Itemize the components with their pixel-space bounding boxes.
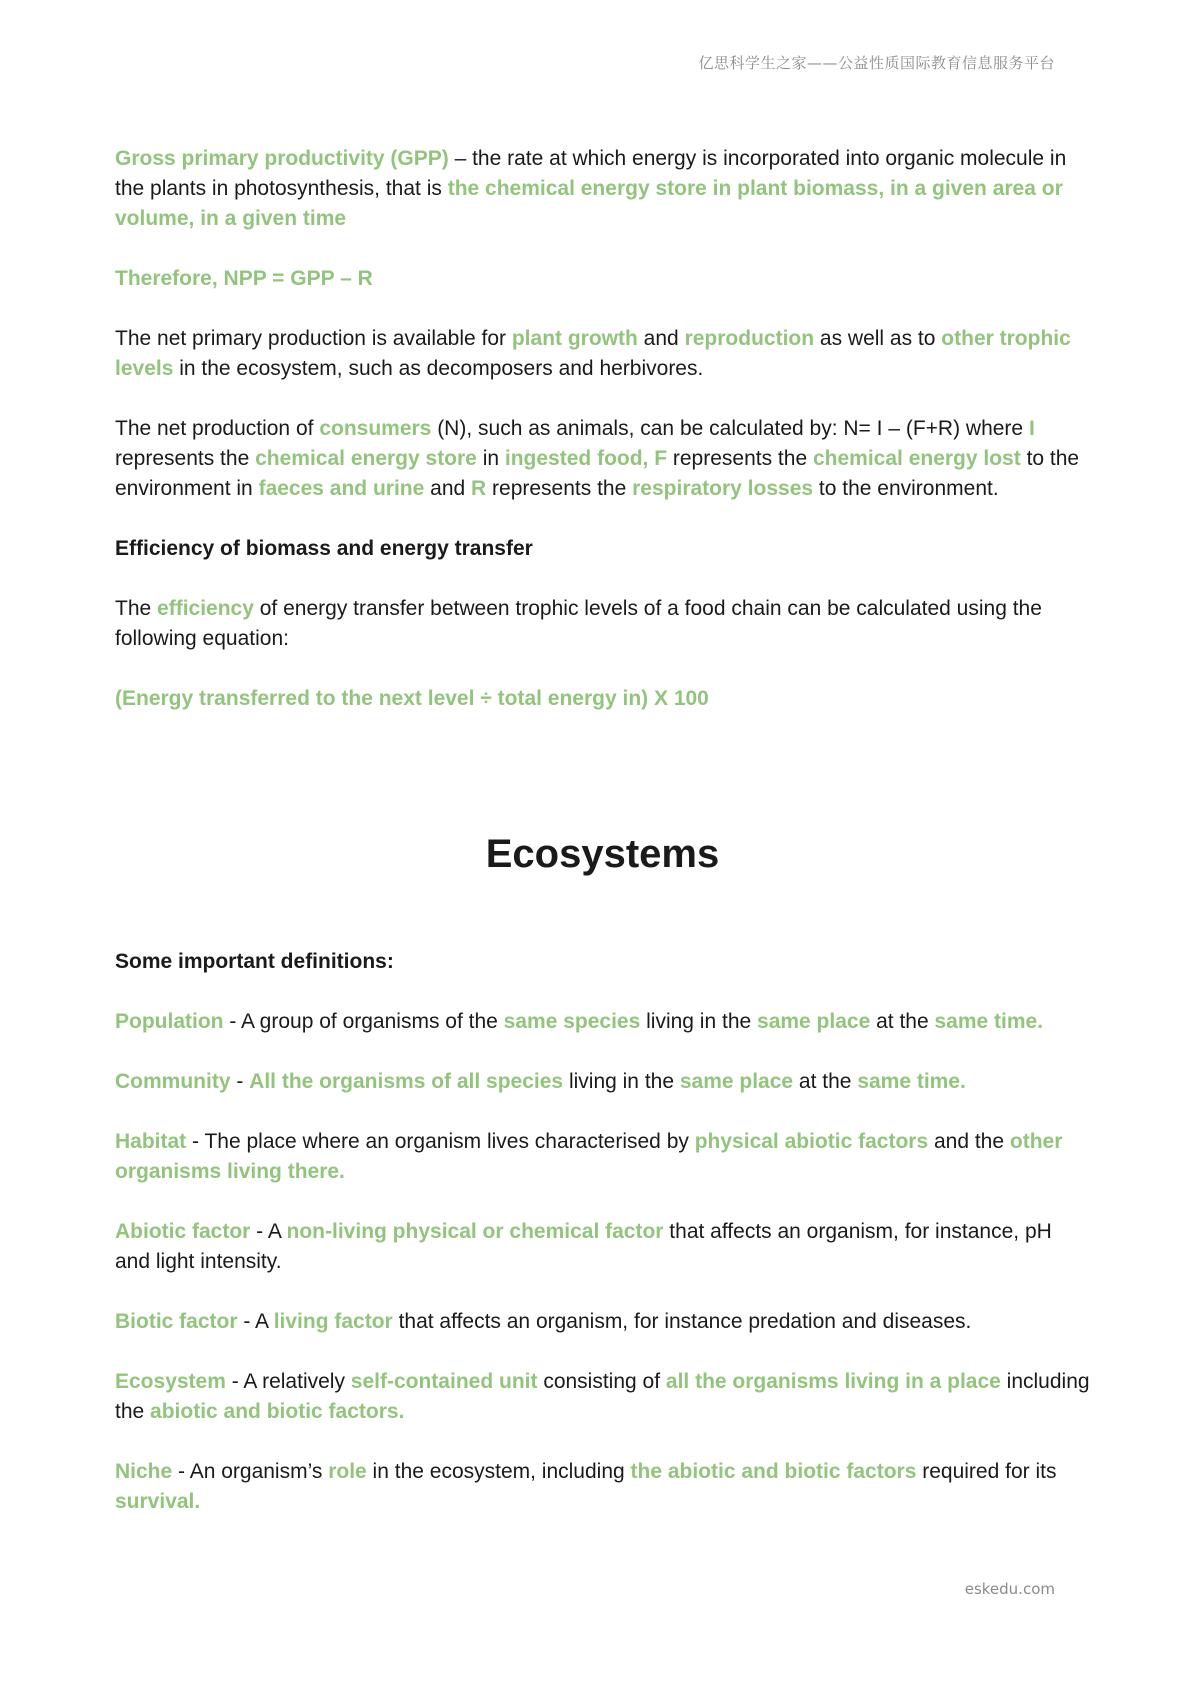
body-text: to the environment in	[115, 447, 1080, 500]
highlighted-term: Habitat	[115, 1130, 187, 1153]
highlighted-term: Biotic factor	[115, 1310, 238, 1333]
body-text: in the ecosystem, including	[366, 1460, 631, 1483]
highlighted-term: respiratory losses	[632, 477, 814, 500]
body-text: (N), such as animals, can be calculated by: N= I – (F+R) where	[431, 417, 1029, 440]
paragraph-npp-use	[115, 324, 1090, 384]
highlighted-term: consumers	[319, 417, 432, 440]
body-text: as well as to	[814, 327, 942, 350]
body-text: - A group of organisms of the	[223, 1010, 504, 1033]
highlighted-term: survival.	[115, 1490, 201, 1513]
body-text: -	[230, 1070, 250, 1093]
highlighted-term: chemical energy lost	[812, 447, 1021, 470]
body-text: represents the	[667, 447, 813, 470]
body-text: in the ecosystem, such as decomposers and herbivores.	[173, 357, 704, 380]
highlighted-term: role	[328, 1460, 367, 1483]
highlighted-term: the abiotic and biotic factors	[630, 1460, 917, 1483]
bold-heading: Efficiency of biomass and energy transfer	[115, 537, 533, 560]
body-text: The net primary production is available for	[115, 327, 512, 350]
paragraph-population	[115, 1007, 1090, 1037]
bold-heading: Some important definitions:	[115, 950, 394, 973]
highlighted-term: chemical energy store	[255, 447, 477, 470]
highlighted-term: Therefore, NPP = GPP – R	[115, 267, 373, 290]
paragraph-npp-formula	[115, 264, 1090, 294]
body-text: - A	[237, 1310, 274, 1333]
body-text: living in the	[563, 1070, 680, 1093]
body-text: - A relatively	[225, 1370, 351, 1393]
highlighted-term: physical abiotic factors	[694, 1130, 929, 1153]
highlighted-term: same place	[679, 1070, 794, 1093]
document-body	[115, 144, 1090, 1547]
body-text: - A	[250, 1220, 287, 1243]
highlighted-term: R	[471, 477, 487, 500]
highlighted-term: All the organisms of all species	[249, 1070, 564, 1093]
paragraph-biotic-factor	[115, 1307, 1090, 1337]
body-text: at the	[870, 1010, 935, 1033]
highlighted-term: (Energy transferred to the next level ÷ total energy in) X 100	[115, 687, 709, 710]
highlighted-term: the chemical energy store in plant biomass, in a given area or volume, in a given time	[115, 177, 1063, 230]
highlighted-term: same place	[757, 1010, 871, 1033]
body-text: - An organism’s	[172, 1460, 329, 1483]
highlighted-term: abiotic and biotic factors.	[150, 1400, 405, 1423]
body-text: and	[424, 477, 472, 500]
paragraph-efficiency	[115, 594, 1090, 654]
body-text: and	[637, 327, 685, 350]
highlighted-term: Abiotic factor	[115, 1220, 251, 1243]
body-text: - The place where an organism lives characterised by	[186, 1130, 695, 1153]
body-text: consisting of	[537, 1370, 666, 1393]
paragraph-gpp	[115, 144, 1090, 234]
body-text: The	[115, 597, 158, 620]
highlighted-term: Population	[115, 1010, 224, 1033]
highlighted-term: other organisms living there.	[115, 1130, 1063, 1183]
paragraph-efficiency-formula	[115, 684, 1090, 714]
highlighted-term: Ecosystem	[115, 1370, 226, 1393]
section-title: Ecosystems	[485, 832, 720, 876]
highlighted-term: same time.	[857, 1070, 966, 1093]
body-text: represents the	[486, 477, 633, 500]
body-text: including the	[115, 1370, 1090, 1423]
paragraph-consumers	[115, 414, 1090, 504]
highlighted-term: all the organisms living in a place	[665, 1370, 1001, 1393]
highlighted-term: I	[1028, 417, 1035, 440]
body-text: The net production of	[115, 417, 320, 440]
body-text: – the rate at which energy is incorporated into organic molecule in the plants in photosynthesis, that is	[115, 147, 1067, 200]
body-text: in	[476, 447, 505, 470]
body-text: represents the	[115, 447, 256, 470]
highlighted-term: Gross primary productivity (GPP)	[115, 147, 449, 170]
body-text: at the	[793, 1070, 858, 1093]
body-text: that affects an organism, for instance predation and diseases.	[392, 1310, 972, 1333]
paragraph-abiotic-factor	[115, 1217, 1090, 1277]
body-text: of energy transfer between trophic levels of a food chain can be calculated using the following equation:	[115, 597, 1042, 650]
highlighted-term: living factor	[273, 1310, 393, 1333]
definitions-section	[115, 947, 1090, 1517]
body-text: living in the	[640, 1010, 758, 1033]
highlighted-term: same species	[503, 1010, 641, 1033]
body-text: to the environment.	[813, 477, 999, 500]
highlighted-term: same time.	[934, 1010, 1044, 1033]
paragraph-ecosystem	[115, 1367, 1090, 1427]
paragraph-definitions-heading	[115, 947, 1090, 977]
highlighted-term: ingested food, F	[504, 447, 668, 470]
highlighted-term: faeces and urine	[258, 477, 425, 500]
highlighted-term: plant growth	[511, 327, 638, 350]
highlighted-term: Niche	[115, 1460, 173, 1483]
paragraph-niche	[115, 1457, 1090, 1517]
highlighted-term: efficiency	[157, 597, 254, 620]
body-text: and the	[928, 1130, 1010, 1153]
highlighted-term: Community	[115, 1070, 231, 1093]
highlighted-term: other trophic levels	[115, 327, 1071, 380]
paragraph-community	[115, 1067, 1090, 1097]
paragraph-habitat	[115, 1127, 1090, 1187]
page-header: 亿思科学生之家——公益性质国际教育信息服务平台	[698, 54, 1055, 72]
intro-section	[115, 144, 1090, 714]
paragraph-efficiency-heading	[115, 534, 1090, 564]
page-footer: eskedu.com	[964, 1580, 1055, 1598]
body-text: required for its	[916, 1460, 1057, 1483]
highlighted-term: self-contained unit	[350, 1370, 538, 1393]
body-text: that affects an organism, for instance, pH and light intensity.	[115, 1220, 1052, 1273]
highlighted-term: non-living physical or chemical factor	[286, 1220, 664, 1243]
highlighted-term: reproduction	[684, 327, 815, 350]
